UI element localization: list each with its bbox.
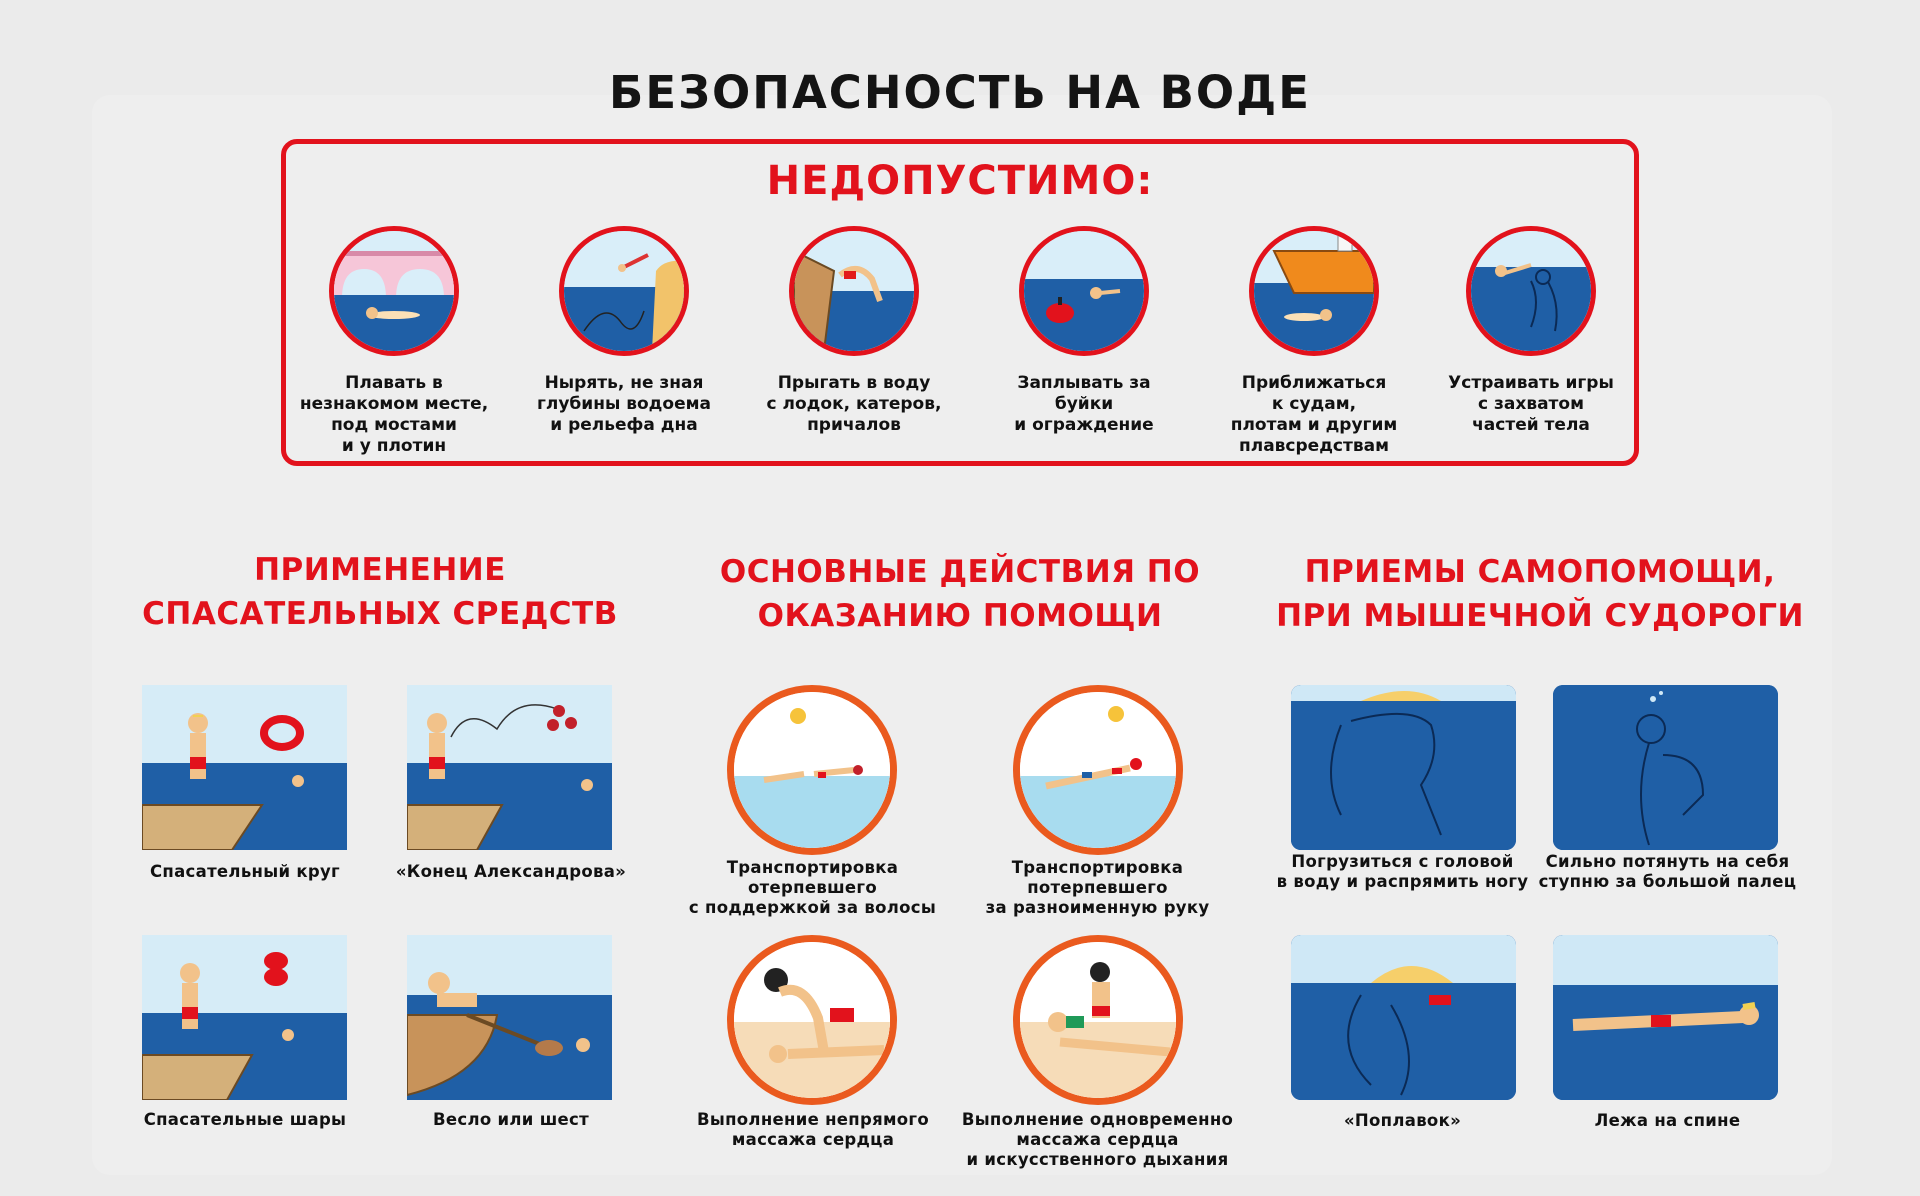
selfhelp-caption: «Поплавок» xyxy=(1343,1111,1462,1130)
oar-icon xyxy=(407,935,612,1100)
forbidden-item-diving xyxy=(524,226,724,436)
rescue-caption: Спасательный круг xyxy=(150,862,340,881)
lifebuoy-icon xyxy=(142,685,347,850)
forbidden-caption: Заплывать за буйки и ограждение xyxy=(1014,373,1154,435)
forbidden-caption: Плавать в незнакомом месте, под мостами и у плотин xyxy=(299,373,489,456)
help-section-title: ОСНОВНЫЕ ДЕЙСТВИЯ ПО ОКАЗАНИЮ ПОМОЩИ xyxy=(719,554,1201,634)
tow-hair-icon xyxy=(727,685,897,855)
forbidden-item-games xyxy=(1431,226,1631,436)
forbidden-panel xyxy=(281,139,1639,466)
rescue-section-title: ПРИМЕНЕНИЕ СПАСАТЕЛЬНЫХ СРЕДСТВ xyxy=(142,552,618,632)
help-caption: Транспортировка отерпевшего с поддержкой за волосы xyxy=(688,858,937,917)
forbidden-caption: Прыгать в воду с лодок, катеров, причалов xyxy=(766,373,942,435)
forbidden-caption: Приближаться к судам, плотам и другим плавсредствам xyxy=(1230,373,1398,456)
rescue-caption: Весло или шест xyxy=(433,1110,589,1129)
selfhelp-caption: Лежа на спине xyxy=(1594,1111,1741,1130)
forbidden-item-bridge xyxy=(294,226,494,457)
buoy-icon xyxy=(1019,226,1149,356)
bridge-icon xyxy=(329,226,459,356)
dive-straighten-icon xyxy=(1291,685,1516,850)
selfhelp-section-title: ПРИЕМЫ САМОПОМОЩИ, ПРИ МЫШЕЧНОЙ СУДОРОГИ xyxy=(1276,554,1804,634)
tow-arm-icon xyxy=(1013,685,1183,855)
cpr-icon xyxy=(727,935,897,1105)
forbidden-title: НЕДОПУСТИМО: xyxy=(766,158,1154,204)
selfhelp-caption: Погрузиться с головой в воду и распрямить ногу xyxy=(1276,852,1529,891)
diving-icon xyxy=(559,226,689,356)
help-caption: Выполнение непрямого массажа сердца xyxy=(697,1110,929,1149)
rescue-caption: Спасательные шары xyxy=(143,1110,347,1129)
rope-icon xyxy=(407,685,612,850)
page-title: БЕЗОПАСНОСТЬ НА ВОДЕ xyxy=(609,66,1311,119)
cpr-breath-icon xyxy=(1013,935,1183,1105)
selfhelp-caption: Сильно потянуть на себя ступню за большой палец xyxy=(1538,852,1797,891)
forbidden-item-boat-jump xyxy=(754,226,954,436)
forbidden-item-ship xyxy=(1214,226,1414,457)
ship-icon xyxy=(1249,226,1379,356)
back-float-icon xyxy=(1553,935,1778,1100)
help-caption: Транспортировка потерпевшего за разноименную руку xyxy=(985,858,1210,917)
boat-jump-icon xyxy=(789,226,919,356)
forbidden-caption: Нырять, не зная глубины водоема и рельефа дна xyxy=(537,373,711,435)
forbidden-caption: Устраивать игры с захватом частей тела xyxy=(1448,373,1614,435)
games-icon xyxy=(1466,226,1596,356)
help-caption: Выполнение одновременно массажа сердца и искусственного дыхания xyxy=(961,1110,1234,1169)
rescue-caption: «Конец Александрова» xyxy=(395,862,627,881)
rescue-balls-icon xyxy=(142,935,347,1100)
pull-foot-icon xyxy=(1553,685,1778,850)
float-icon xyxy=(1291,935,1516,1100)
forbidden-item-buoy xyxy=(984,226,1184,436)
